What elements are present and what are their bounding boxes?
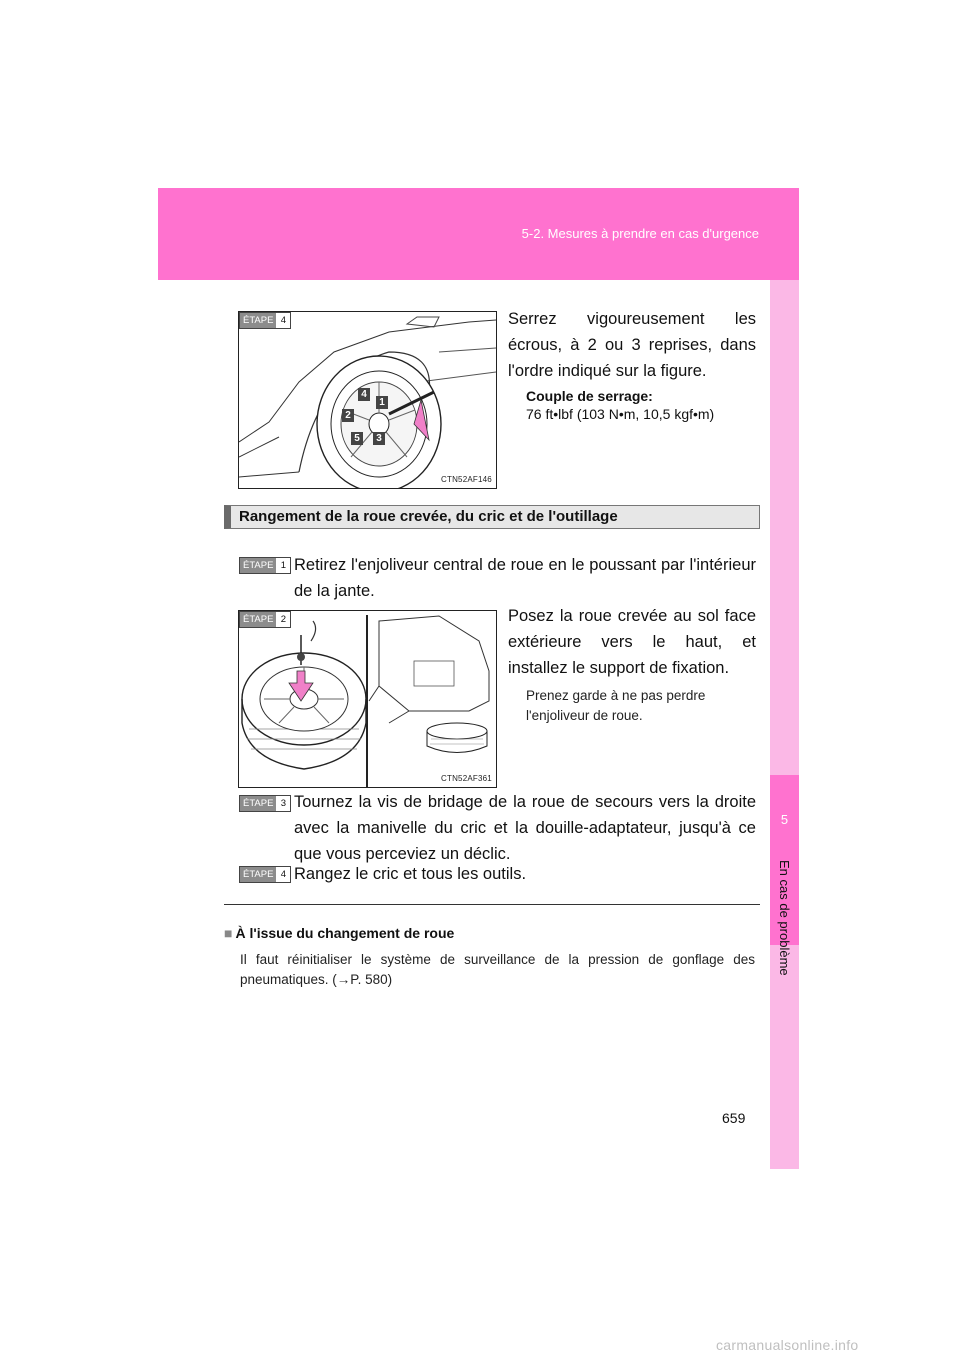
step-4-text: Rangez le cric et tous les outils. <box>294 865 527 883</box>
step-3-text: Tournez la vis de bridage de la roue de secours vers la droite avec la manivelle du cric et la douille-adaptateur, jusqu'à ce que vous perceviez un déclic. <box>294 793 756 863</box>
watermark: carmanualsonline.info <box>716 1337 859 1353</box>
step-2-text: Posez la roue crevée au sol face extérieure vers le haut, et installez le support de fixation. <box>508 607 756 677</box>
etape-badge: ÉTAPE 4 <box>239 866 291 883</box>
figure-code: CTN52AF146 <box>441 475 492 484</box>
note-heading: ■ À l'issue du changement de roue <box>224 925 455 941</box>
side-tab-upper <box>770 280 799 775</box>
section-breadcrumb: 5-2. Mesures à prendre en cas d'urgence <box>521 226 759 241</box>
nut-label-5: 5 <box>351 432 363 445</box>
torque-value: 76 ft•lbf (103 N•m, 10,5 kgf•m) <box>526 406 715 422</box>
etape-badge: ÉTAPE 3 <box>239 795 291 812</box>
step-4-top-text: Serrez vigoureusement les écrous, à 2 ou 3 reprises, dans l'ordre indiqué sur la figure. <box>508 310 756 380</box>
etape-badge: ÉTAPE 2 <box>239 611 291 628</box>
torque-label: Couple de serrage: <box>526 388 653 404</box>
figure-lug-nuts <box>238 311 497 489</box>
chapter-title: En cas de problème <box>777 860 792 976</box>
chapter-number: 5 <box>780 812 789 827</box>
nut-label-3: 3 <box>373 432 385 445</box>
step-2-note: Prenez garde à ne pas perdre l'enjoliveur de roue. <box>526 688 706 723</box>
etape-badge: ÉTAPE 1 <box>239 557 291 574</box>
bullet-square-icon: ■ <box>224 925 233 941</box>
etape-badge: ÉTAPE 4 <box>239 312 291 329</box>
figure-code: CTN52AF361 <box>441 774 492 783</box>
divider <box>224 904 760 905</box>
nut-label-1: 1 <box>376 396 388 409</box>
page-number: 659 <box>722 1110 746 1126</box>
note-body: Il faut réinitialiser le système de surveillance de la pression de gonflage des pneumatiques. (→P. 580) <box>240 952 755 987</box>
header-band <box>158 188 799 280</box>
tire-stowing-illustration <box>239 611 496 787</box>
figure-stow-tire <box>238 610 497 788</box>
step-1-text: Retirez l'enjoliveur central de roue en le poussant par l'intérieur de la jante. <box>294 556 756 600</box>
side-tab-lower <box>770 945 799 1169</box>
section-heading: Rangement de la roue crevée, du cric et de l'outillage <box>224 505 760 529</box>
nut-label-4: 4 <box>358 388 370 401</box>
nut-label-2: 2 <box>342 409 354 422</box>
